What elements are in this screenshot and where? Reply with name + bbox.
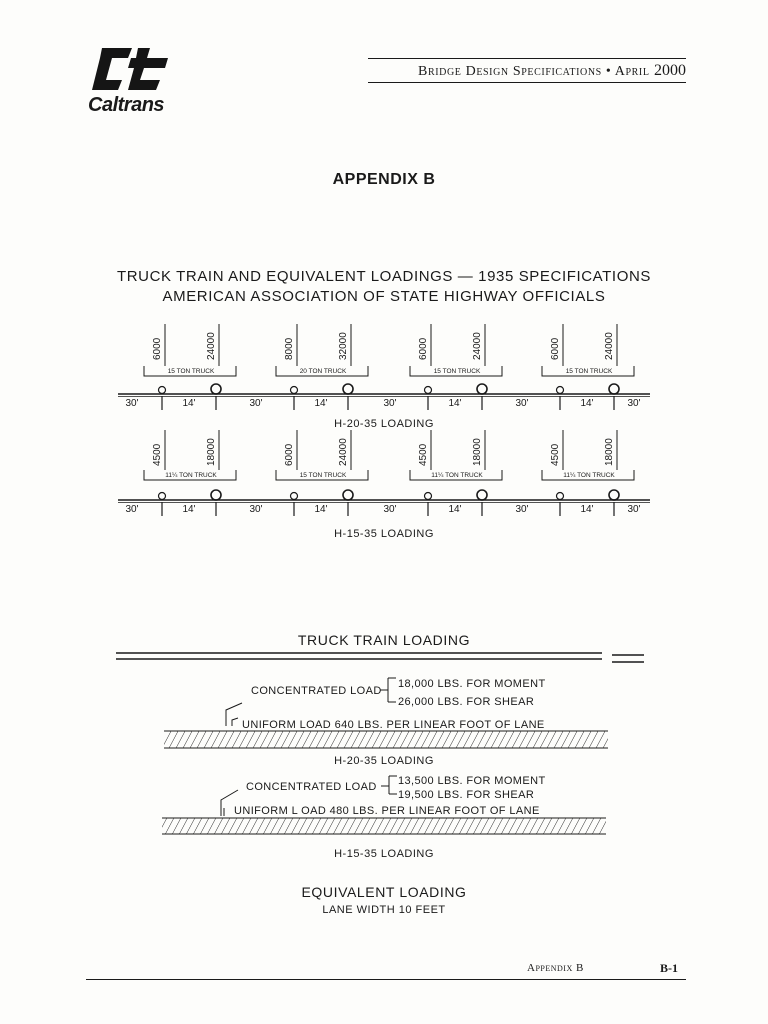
- h20-moment-label: 18,000 LBS. FOR MOMENT: [398, 678, 546, 690]
- h15-truck-3-rear-load: 18000: [472, 438, 483, 466]
- h20-truck-2-label: 20 TON TRUCK: [299, 368, 347, 375]
- h15-truck-3-rear-wheel-icon: [477, 490, 487, 500]
- h15-truck-2-front-load: 6000: [284, 443, 295, 466]
- h20-truck-4-front-load: 6000: [550, 337, 561, 360]
- h20-truck-1-front-load: 6000: [152, 337, 163, 360]
- h15-concentrated-label: CONCENTRATED LOAD: [246, 781, 377, 793]
- header-rule-top: [368, 58, 686, 59]
- h20-truck-1-label: 15 TON TRUCK: [167, 368, 215, 375]
- h15-truck-2-front-wheel-icon: [291, 493, 298, 500]
- h15-truck-1-axle-spacing: 14': [182, 504, 196, 515]
- section-heading-line1: TRUCK TRAIN AND EQUIVALENT LOADINGS — 1935 SPECIFICATIONS: [116, 268, 652, 285]
- h15-lane-hatch: [162, 818, 606, 834]
- h15-truck-1-rear-load: 18000: [206, 438, 217, 466]
- h20-train-caption: H-20-35 LOADING: [334, 418, 434, 430]
- h20-concentrated-label: CONCENTRATED LOAD: [251, 685, 382, 697]
- h15-shear-label: 19,500 LBS. FOR SHEAR: [398, 789, 535, 801]
- h15-truck-2-rear-wheel-icon: [343, 490, 353, 500]
- h15-gap-1: 30': [125, 504, 139, 515]
- h20-shear-label: 26,000 LBS. FOR SHEAR: [398, 696, 535, 708]
- h15-truck-1-front-wheel-icon: [159, 493, 166, 500]
- h20-truck-1-front-wheel-icon: [159, 387, 166, 394]
- h20-truck-3-front-wheel-icon: [425, 387, 432, 394]
- h20-truck-1-rear-load: 24000: [206, 332, 217, 360]
- spec-header: [368, 62, 686, 80]
- footer-page-number: B-1: [660, 961, 678, 975]
- footer-section: Appendix B: [527, 962, 584, 974]
- h20-truck-4-label: 15 TON TRUCK: [565, 368, 613, 375]
- lane-width-note: LANE WIDTH 10 FEET: [322, 904, 446, 916]
- truck-train-loading-title: TRUCK TRAIN LOADING: [297, 632, 471, 648]
- h15-truck-1-front-load: 4500: [152, 443, 163, 466]
- h15-truck-2-rear-load: 24000: [338, 438, 349, 466]
- h15-truck-4-label: 11¼ TON TRUCK: [563, 472, 615, 479]
- footer-rule: [86, 979, 686, 980]
- h20-truck-2-front-wheel-icon: [291, 387, 298, 394]
- h20-equivalent-caption: H-20-35 LOADING: [334, 755, 434, 767]
- h15-truck-1-rear-wheel-icon: [211, 490, 221, 500]
- section-heading-line2: AMERICAN ASSOCIATION OF STATE HIGHWAY OFFICIALS: [162, 288, 606, 305]
- appendix-title: APPENDIX B: [332, 171, 436, 188]
- h20-gap-4: 30': [515, 398, 529, 409]
- h15-truck-4-rear-load: 18000: [604, 438, 615, 466]
- spec-title: Bridge Design Specifications • April: [418, 64, 650, 79]
- h15-truck-4-axle-spacing: 14': [580, 504, 594, 515]
- h15-truck-train-diagram: [110, 424, 658, 524]
- spec-year: 2000: [654, 62, 686, 79]
- h15-truck-3-axle-spacing: 14': [448, 504, 462, 515]
- h20-truck-3-rear-load: 24000: [472, 332, 483, 360]
- h20-truck-2-axle-spacing: 14': [314, 398, 328, 409]
- caltrans-logo: [88, 44, 178, 122]
- h20-truck-3-label: 15 TON TRUCK: [433, 368, 481, 375]
- h20-truck-4-rear-wheel-icon: [609, 384, 619, 394]
- h15-truck-3-label: 11¼ TON TRUCK: [431, 472, 483, 479]
- header-rule-bottom: [368, 82, 686, 83]
- h20-gap-1: 30': [125, 398, 139, 409]
- h20-gap-2: 30': [249, 398, 263, 409]
- h15-truck-2-label: 15 TON TRUCK: [299, 472, 347, 479]
- h15-truck-4-front-load: 4500: [550, 443, 561, 466]
- caltrans-wordmark: Caltrans: [88, 94, 165, 116]
- equivalent-loading-title: EQUIVALENT LOADING: [301, 884, 467, 900]
- h15-truck-3-front-wheel-icon: [425, 493, 432, 500]
- h20-lane-hatch: [164, 731, 608, 748]
- h20-truck-3-front-load: 6000: [418, 337, 429, 360]
- h20-truck-4-axle-spacing: 14': [580, 398, 594, 409]
- h20-truck-4-rear-load: 24000: [604, 332, 615, 360]
- h15-truck-1-label: 11¼ TON TRUCK: [165, 472, 217, 479]
- h20-truck-3-axle-spacing: 14': [448, 398, 462, 409]
- h15-equivalent-caption: H-15-35 LOADING: [334, 848, 434, 860]
- h15-train-caption: H-15-35 LOADING: [334, 528, 434, 540]
- h20-truck-2-rear-load: 32000: [338, 332, 349, 360]
- h20-uniform-label: UNIFORM LOAD 640 LBS. PER LINEAR FOOT OF LANE: [242, 719, 545, 731]
- h20-truck-3-rear-wheel-icon: [477, 384, 487, 394]
- h15-gap-3: 30': [383, 504, 397, 515]
- h15-truck-4-front-wheel-icon: [557, 493, 564, 500]
- caltrans-ct-emblem-icon: [88, 44, 178, 96]
- equivalent-loading-diagram: [110, 648, 650, 848]
- h20-gap-5: 30': [627, 398, 641, 409]
- h20-truck-2-front-load: 8000: [284, 337, 295, 360]
- h20-truck-1-rear-wheel-icon: [211, 384, 221, 394]
- h20-truck-4-front-wheel-icon: [557, 387, 564, 394]
- h15-truck-4-rear-wheel-icon: [609, 490, 619, 500]
- h15-truck-3-front-load: 4500: [418, 443, 429, 466]
- h20-truck-2-rear-wheel-icon: [343, 384, 353, 394]
- h15-gap-4: 30': [515, 504, 529, 515]
- h15-gap-5: 30': [627, 504, 641, 515]
- h15-truck-2-axle-spacing: 14': [314, 504, 328, 515]
- h20-truck-1-axle-spacing: 14': [182, 398, 196, 409]
- h15-uniform-label: UNIFORM L OAD 480 LBS. PER LINEAR FOOT OF LANE: [234, 805, 540, 817]
- h15-gap-2: 30': [249, 504, 263, 515]
- h20-gap-3: 30': [383, 398, 397, 409]
- h15-moment-label: 13,500 LBS. FOR MOMENT: [398, 775, 546, 787]
